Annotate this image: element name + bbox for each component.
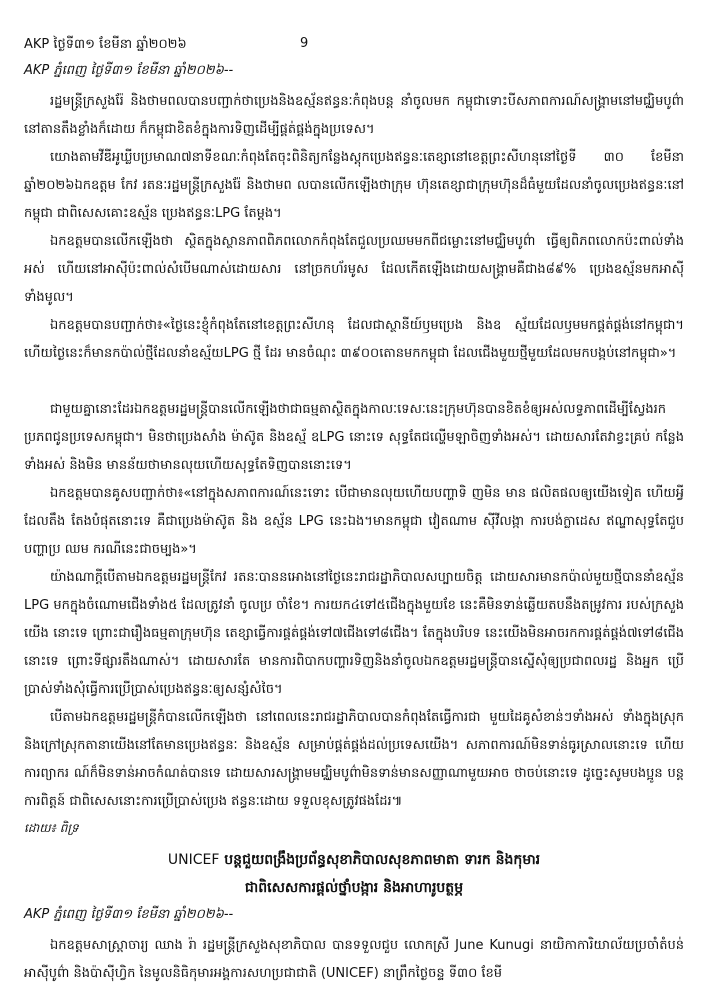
article1-byline: ដោយ៖ ពិទ្រ <box>24 821 79 835</box>
article2-headline <box>24 846 684 902</box>
article1-dateline: AKP ភ្នំពេញ ថ្ងៃទី៣១ ខែមីនា ឆ្នាំ២០២៦-- <box>24 63 234 78</box>
article1-paragraph-3: ឯកឧត្តមបានលើកឡើងថា ស្ថិតក្នុងស្ថានភាពពិភពលោកកំពុងតែជួលប្រឈមមកពីជម្លោះនៅមជ្ឈិមបូព៌ា ធ្វើឲ្យពិភពលោកប៉ះពាល់ទាំងអស់ ហើយនៅអាស៊ីប៉ះពាល់សំបើមណាស់ដោយសារ នៅច្រកហ័រមូស ដែលកើតឡើងដោយសង្គ្រាមគឺជាង៨៩% ប្រេងឧស្ម័នមកអាស៊ីទាំងមូល។ <box>24 234 684 305</box>
article1-paragraph-6: ឯកឧត្តមបានគូសបញ្ជាក់ថា៖«នៅក្នុងសភាពការណ៍នេះទោះ បើជាមានលុយហើយបញ្ហាទិ ញមិន មាន ផលិតផលឲ្យយើងទៀត ហើយអ្វីដែលតឹង តែងបំផុតនោះទេ គឺជាប្រេងម៉ាស៊ូត និង ឧស្ម័ន LPG នេះឯង។មានកម្ពុជា វៀតណាម ស៊ីវីលង្កា ការបង់ក្លាដេស ឥណ្ឌាសុទ្ធតែជួបបញ្ហាប្រ ឈម ករណីនេះជាចម្បង»។ <box>24 486 684 557</box>
page-number: 9 <box>300 36 309 51</box>
article1-paragraph-4: ឯកឧត្តមបានបញ្ជាក់ថា៖«ថ្ងៃនេះខ្ញុំកំពុងតែនៅខេត្តព្រះសីហនុ ដែលជាស្ថានីយ៍ឫមប្រេង និងឧ ស្ម័យដែលឫមមកផ្គត់ផ្គង់នៅកម្ពុជា។ ហើយថ្ងៃនេះក៏មានកប៉ាល់ថ្មីដែលនាំឧស្ម័យLPG ថ្មី ដែរ មានចំណុះ ៣៩០០តោនមកកម្ពុជា ដែលជើងមួយថ្មីមួយដែលមកបង្កប់នៅកម្ពុជា»។ <box>24 318 684 361</box>
headline-line2: ជាពិសេសការផ្តល់ថ្នាំបង្ការ និងអាហារូបត្ថម្ភ <box>244 880 464 896</box>
article1-paragraph-1: រដ្ឋមន្ត្រីក្រសួងរ៉ែ និងថាមពលបានបញ្ជាក់ថាប្រេងនិងឧស្ម័នឥន្ធនៈកំពុងបន្ត នាំចូលមក កម្ពុជាទោះបីសភាពការណ៍សង្គ្រាមនៅមជ្ឈិមបូព៌ានៅតានតឹងខ្លាំងក៏ដោយ ក៏កម្ពុជាខិតខំក្នុងការទិញដើម្បីផ្គត់ផ្គង់ក្នុងប្រទេស។ <box>24 94 684 137</box>
headline-line1: បន្តជួយពង្រឹងប្រព័ន្ធសុខាភិបាលសុខភាពមាតា ទារក និងកុមារ <box>224 852 541 868</box>
article1-paragraph-2: យោងតាមវីឌីអូឃ្លីបប្រមាណ៧នាទីខណៈកំពុងតែចុះពិនិត្យកន្លែងស្តុកប្រេងឥន្ធនៈតេខ្សានៅខេត្តព្រះសីហនុនៅថ្ងៃទី ៣០ ខែមីនា ឆ្នាំ២០២៦ឯកឧត្តម កែវ រតនៈរដ្ឋមន្ត្រីក្រសួងរ៉ែ និងថាមព លបានលើកឡើងថាក្រុម ហ៊ុនតេខ្សាជាក្រុមហ៊ុនដ៏ធំមួយដែលនាំចូលប្រេងឥន្ធនៈនៅកម្ពុជា ជាពិសេសគោះឧស្ម័ន ប្រេងឥន្ធនៈLPG តែម្តង។ <box>24 150 684 221</box>
header-source-date: AKP ថ្ងៃទី៣១ ខែមីនា ឆ្នាំ២០២៦ <box>24 37 187 52</box>
article1-paragraph-5: ជាមួយគ្នានោះដែរឯកឧត្តមរដ្ឋមន្ត្រីបានលើកឡើងថាជាធម្មតាស្ថិតក្នុងកាលៈទេសៈនេះក្រុមហ៊ុនបានខិតខំឲ្យអស់លទ្ធភាពដើម្បីស្វែងរកប្រភពជូនប្រទេសកម្ពុជា។ មិនថាប្រេងសាំង ម៉ាស៊ូត និងឧស្ម័ ឧLPG នោះទេ សុទ្ធតែជល្ហើមឡាចិញទាំងអស់។ ដោយសារតែវាខ្វះគ្រប់ កន្លែងទាំងអស់ និងមិន មានន័យថាមានលុយហើយសុទ្ធតែទិញបាននោះទេ។ <box>24 402 684 473</box>
headline-org-name: UNICEF <box>167 852 220 868</box>
article2-dateline: AKP ភ្នំពេញ ថ្ងៃទី៣១ ខែមីនា ឆ្នាំ២០២៦-- <box>24 907 234 922</box>
article1-paragraph-7: យ៉ាងណាក្តីបើតាមឯកឧត្តមរដ្ឋមន្ត្រីកែវ រតនៈបាននអោងនៅថ្ងៃនេះរាជរដ្ឋាភិបាលសប្បាយចិត្ត ដោយសារមានកប៉ាល់មួយថ្មីបាននាំឧស្ម័ន LPG មកក្នុងចំណោមជើងទាំង៥ ដែលត្រូវនាំ ចូលប្រ ចាំខែ។ ការយក៤ទៅ៥ជើងក្នុងមួយខែ នេះគឺមិនទាន់ឆ្លើយតបនឹងតម្រូវការ របស់ក្រសួងយើង នោះទេ ព្រោះជារឿងធម្មតាក្រុមហ៊ុន តេខ្សាធ្វើការផ្គត់ផ្គង់ទៅ៧ជើងទៅ៨ជើង។ តែក្នុងបរិបទ នេះយើងមិនអាចរកការផ្គត់ផ្គង់៧ទៅ៨ជើងនោះទេ ព្រោះទីផ្សារតឹងណាស់។ ដោយសារតែ មានការពិបាកបញ្ហារទិញនិងនាំចូលឯកឧត្តមរដ្ឋមន្ត្រីបានស្នើសុំឲ្យប្រជាពលរដ្ឋ និងអ្នក ប្រើប្រាស់ទាំងសុំធ្វើការប្រើប្រាស់ប្រេងឥន្ធនៈឲ្យសន្សំសំចៃ។ <box>24 570 684 697</box>
article2-paragraph-1: ឯកឧត្តមសាស្ត្រាចារ្យ ឈាង រ៉ា រដ្ឋមន្ត្រីក្រសួងសុខាភិបាល បានទទួលជួប លោកស្រី June Kunugi នាយិកាការិយាល័យប្រចាំតំបន់អាស៊ីបូព៌ា និងប៉ាស៊ីហ្វិក នៃមូលនិធិកុមារអង្គការសហប្រជាជាតិ (UNICEF) នាព្រឹកថ្ងៃចន្ទ ទី៣០ ខែមី <box>24 938 684 981</box>
article1-paragraph-8: បើតាមឯកឧត្តមរដ្ឋមន្ត្រីកំបានលើកឡើងថា នៅពេលនេះរាជរដ្ឋាភិបាលបានកំពុងតែធ្វើការជា មួយដៃគូសំខាន់ៗទាំងអស់ ទាំងក្នុងស្រុក និងក្រៅស្រុកតានាយើងនៅតែមានប្រេងឥន្ធនៈ និងឧស្ម័ន សម្រាប់ផ្គត់ផ្គង់ដល់ប្រទេសយើង។ សភាពការណ៍មិនទាន់ធូរស្រាលនោះទេ ហើយការព្យាករ ណ៍ក៏មិនទាន់អាចកំណត់បានទេ ដោយសារសង្គ្រាមមជ្ឈិមបូព៌ាមិនទាន់មានសញ្ញាណាមួយអាច ថាចប់នោះទេ ដូច្នេះសូមបងប្អូន បន្តការពិត្តន៍ ជាពិសេសនោះការប្រើប្រាស់ប្រេង ឥន្ធនៈដោយ ទទួលខុសត្រូវផងដែរ៕ <box>24 710 684 809</box>
running-header <box>24 36 684 56</box>
